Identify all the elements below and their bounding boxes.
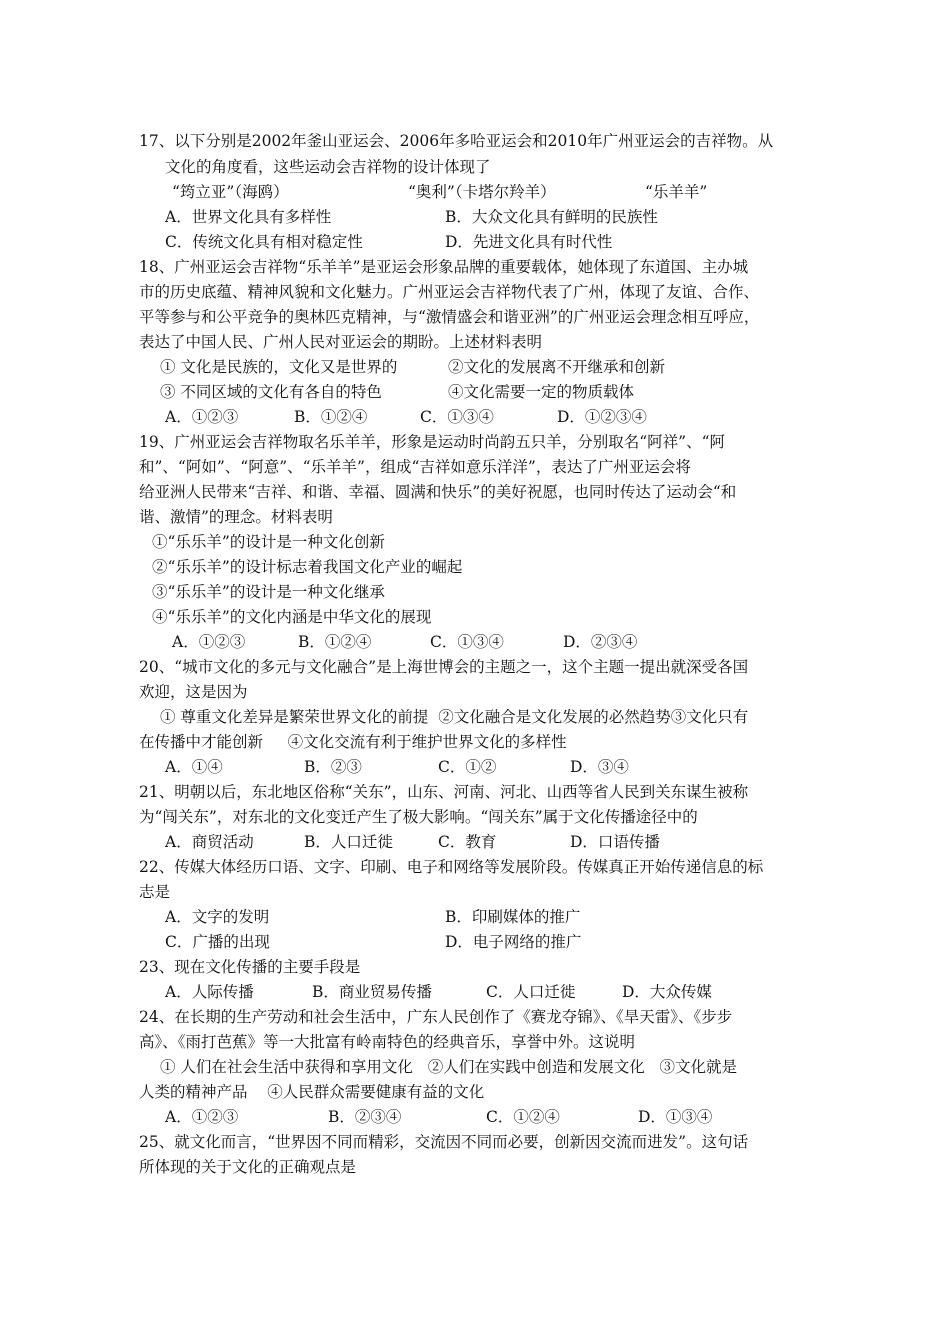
q18-stem-line2: 市的历史底蕴、精神风貌和文化魅力。广州亚运会吉祥物代表了广州，体现了友谊、合作、 xyxy=(139,283,760,301)
q20-option-b: B．②③ xyxy=(304,758,362,776)
q19-option-a: A．①②③ xyxy=(172,633,246,651)
q23-option-b: B．商业贸易传播 xyxy=(312,983,432,1001)
q24-option-a: A．①②③ xyxy=(165,1108,239,1126)
q19-statement-4: ④“乐乐羊”的文化内涵是中华文化的展现 xyxy=(152,608,432,626)
q24-option-d: D．①③④ xyxy=(638,1108,713,1126)
q24-stem-line4: 人类的精神产品 ④人民群众需要健康有益的文化 xyxy=(139,1083,485,1101)
q20-option-d: D．③④ xyxy=(570,758,629,776)
q24-option-c: C．①②④ xyxy=(486,1108,560,1126)
q21-option-c: C．教育 xyxy=(438,833,497,851)
q18-option-a: A．①②③ xyxy=(165,408,239,426)
q19-option-b: B．①②④ xyxy=(298,633,372,651)
q18-option-b: B．①②④ xyxy=(294,408,368,426)
q22-stem-line2: 志是 xyxy=(139,883,171,901)
q23-option-c: C．人口迁徙 xyxy=(486,983,576,1001)
q23-option-d: D．大众传媒 xyxy=(622,983,712,1001)
q25-stem-line2: 所体现的关于文化的正确观点是 xyxy=(139,1158,357,1176)
q22-option-b: B．印刷媒体的推广 xyxy=(445,908,581,926)
q19-statement-3: ③“乐乐羊”的设计是一种文化继承 xyxy=(152,583,385,601)
q19-option-c: C．①③④ xyxy=(430,633,504,651)
q24-stem-line1: 24、在长期的生产劳动和社会生活中，广东人民创作了《赛龙夺锦》、《旱天雷》、《步步 xyxy=(139,1008,733,1026)
q17-option-a: A．世界文化具有多样性 xyxy=(165,208,332,226)
q18-statement-1: ① 文化是民族的，文化又是世界的 xyxy=(160,358,398,376)
q24-stem-line2: 高》、《雨打芭蕉》等一大批富有岭南特色的经典音乐，享誉中外。这说明 xyxy=(139,1033,636,1051)
q17-option-c: C．传统文化具有相对稳定性 xyxy=(165,233,363,251)
q24-option-b: B．②③④ xyxy=(328,1108,402,1126)
q18-statement-4: ④文化需要一定的物质载体 xyxy=(448,383,635,401)
q25-stem-line1: 25、就文化而言，“世界因不同而精彩，交流因不同而必要，创新因交流而进发”。这句话 xyxy=(139,1133,749,1151)
q20-option-c: C．①② xyxy=(438,758,497,776)
q24-stem-line3: ① 人们在社会生活中获得和享用文化 ②人们在实践中创造和发展文化 ③文化就是 xyxy=(160,1058,737,1076)
q18-stem-line4: 表达了中国人民、广州人民对亚运会的期盼。上述材料表明 xyxy=(139,333,543,351)
q18-stem-line1: 18、广州亚运会吉祥物“乐羊羊”是亚运会形象品牌的重要载体，她体现了东道国、主办城 xyxy=(139,258,749,276)
q20-stem-line1: 20、“城市文化的多元与文化融合”是上海世博会的主题之一，这个主题一提出就深受各国 xyxy=(139,658,749,676)
q19-stem-line4: 谐、激情”的理念。材料表明 xyxy=(139,508,333,526)
q21-stem-line1: 21、明朝以后，东北地区俗称“关东”，山东、河南、河北、山西等省人民到关东谋生被称 xyxy=(139,783,749,801)
q17-option-b: B．大众文化具有鲜明的民族性 xyxy=(445,208,658,226)
q17-mascot-3-caption: “乐羊羊” xyxy=(645,183,708,201)
q18-stem-line3: 平等参与和公平竞争的奥林匹克精神，与“激情盛会和谐亚洲”的广州亚运会理念相互呼应， xyxy=(139,308,760,326)
q19-stem-line1: 19、广州亚运会吉祥物取名乐羊羊，形象是运动时尚韵五只羊，分别取名“阿祥”、“阿 xyxy=(139,433,725,451)
q21-stem-line2: 为“闯关东”，对东北的文化变迁产生了极大影响。“闯关东”属于文化传播途径中的 xyxy=(139,808,698,826)
q19-statement-2: ②“乐乐羊”的设计标志着我国文化产业的崛起 xyxy=(152,558,463,576)
q22-option-c: C．广播的出现 xyxy=(165,933,270,951)
q19-statement-1: ①“乐乐羊”的设计是一种文化创新 xyxy=(152,533,385,551)
q19-stem-line2: 和”、“阿如”、“阿意”、“乐羊羊”，组成“吉祥如意乐洋洋”，表达了广州亚运会将 xyxy=(139,458,691,476)
q21-option-b: B．人口迁徙 xyxy=(304,833,393,851)
q17-mascot-1-caption: “筠立亚”（海鸥） xyxy=(172,183,289,201)
q23-option-a: A．人际传播 xyxy=(165,983,254,1001)
q22-option-a: A．文字的发明 xyxy=(165,908,270,926)
q17-stem-line2: 文化的角度看，这些运动会吉祥物的设计体现了 xyxy=(165,158,491,176)
q17-mascot-2-caption: “奥利”（卡塔尔羚羊） xyxy=(408,183,556,201)
q20-stem-line3: ① 尊重文化差异是繁荣世界文化的前提 ②文化融合是文化发展的必然趋势③文化只有 xyxy=(160,708,749,726)
q18-option-d: D．①②③④ xyxy=(557,408,647,426)
q19-option-d: D．②③④ xyxy=(563,633,638,651)
q22-stem-line1: 22、传媒大体经历口语、文字、印刷、电子和网络等发展阶段。传媒真正开始传递信息的标 xyxy=(139,858,764,876)
q18-option-c: C．①③④ xyxy=(420,408,494,426)
q23-stem-line1: 23、现在文化传播的主要手段是 xyxy=(139,958,361,976)
q21-option-d: D．口语传播 xyxy=(570,833,660,851)
q18-statement-3: ③ 不同区域的文化有各自的特色 xyxy=(160,383,382,401)
q17-option-d: D．先进文化具有时代性 xyxy=(445,233,613,251)
q18-statement-2: ②文化的发展离不开继承和创新 xyxy=(448,358,666,376)
q20-stem-line4: 在传播中才能创新 ④文化交流有利于维护世界文化的多样性 xyxy=(139,733,567,751)
q21-option-a: A．商贸活动 xyxy=(165,833,254,851)
q20-option-a: A．①④ xyxy=(165,758,223,776)
q17-stem-line1: 17、以下分别是2002年釜山亚运会、2006年多哈亚运会和2010年广州亚运会的吉祥物。从 xyxy=(139,132,774,150)
q22-option-d: D．电子网络的推广 xyxy=(445,933,582,951)
q20-stem-line2: 欢迎，这是因为 xyxy=(139,683,248,701)
q19-stem-line3: 给亚洲人民带来“吉祥、和谐、幸福、圆满和快乐”的美好祝愿，也同时传达了运动会“和 xyxy=(139,483,737,501)
